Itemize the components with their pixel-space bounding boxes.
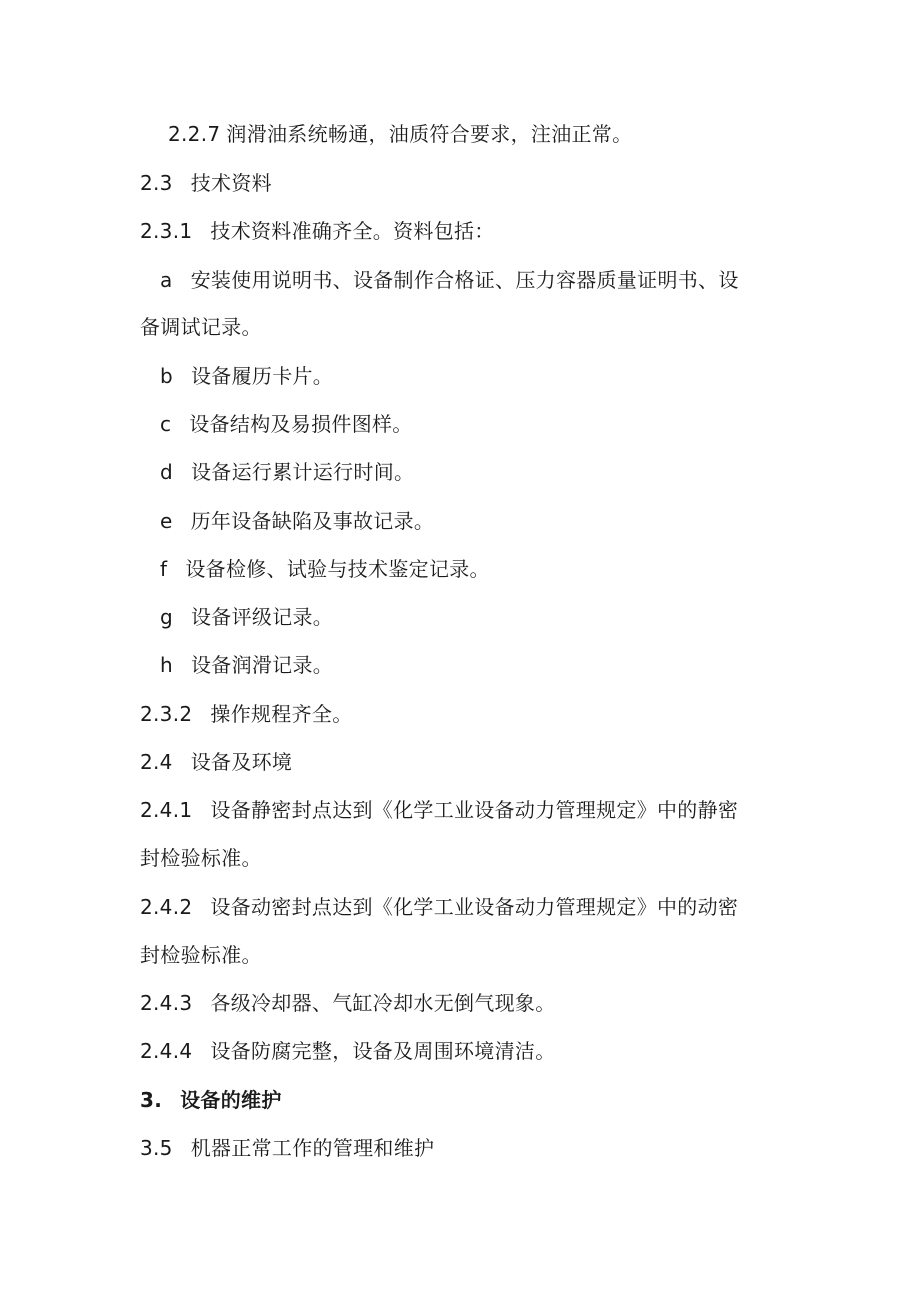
line-2-4-2 [140,893,738,921]
item-text: 备调试记录。 [140,315,262,339]
list-item-b [160,362,333,390]
clause-text: 封检验标准。 [140,943,262,967]
clause-text: 设备防腐完整，设备及周围环境清洁。 [210,1039,556,1063]
clause-text: 封检验标准。 [140,846,262,870]
item-letter: f [160,557,168,581]
line-2-4-4 [140,1037,556,1065]
clause-text: 各级冷却器、气缸冷却水无倒气现象。 [210,991,556,1015]
item-letter: a [160,268,173,292]
clause-text: 润滑油系统畅通，油质符合要求，注油正常。 [226,122,633,146]
line-2-4-1 [140,796,738,824]
item-text: 设备运行累计运行时间。 [191,460,415,484]
section-number: 3. [140,1088,163,1112]
list-item-d [160,458,414,486]
line-2-4-1-continued [140,844,262,872]
line-2-3-2 [140,700,353,728]
clause-number: 3.5 [140,1136,173,1160]
section-title: 设备的维护 [180,1088,282,1112]
item-letter: c [160,412,172,436]
list-item-f [160,555,490,583]
clause-number: 2.4 [140,750,173,774]
list-item-h [160,651,333,679]
item-text: 设备结构及易损件图样。 [189,412,413,436]
clause-number: 2.4.2 [140,895,193,919]
heading-3-5 [140,1134,434,1162]
item-text: 历年设备缺陷及事故记录。 [190,509,435,533]
heading-3 [140,1086,282,1114]
item-letter: d [160,460,173,484]
item-letter: b [160,364,173,388]
heading-2-3 [140,169,272,197]
item-text: 设备检修、试验与技术鉴定记录。 [185,557,490,581]
clause-number: 2.4.4 [140,1039,193,1063]
clause-text: 机器正常工作的管理和维护 [190,1136,435,1160]
clause-text: 设备静密封点达到《化学工业设备动力管理规定》中的静密 [210,798,739,822]
list-item-c [160,410,413,438]
list-item-e [160,507,434,535]
line-2-3-1 [140,217,495,245]
clause-number: 2.4.1 [140,798,193,822]
clause-text: 设备动密封点达到《化学工业设备动力管理规定》中的动密 [210,895,739,919]
clause-number: 2.3.1 [140,219,193,243]
clause-text: 设备及环境 [190,750,293,774]
item-letter: h [160,653,173,677]
line-2-2-7 [168,120,632,148]
clause-text: 操作规程齐全。 [210,702,353,726]
line-2-4-2-continued [140,941,262,969]
clause-text: 技术资料 [190,171,272,195]
item-text: 设备润滑记录。 [190,653,334,677]
item-text: 设备评级记录。 [191,605,334,629]
item-text: 安装使用说明书、设备制作合格证、压力容器质量证明书、设 [190,268,739,292]
item-letter: g [160,605,173,629]
clause-text: 技术资料准确齐全。资料包括： [210,219,495,243]
list-item-a-continued [140,313,262,341]
list-item-a [160,266,739,294]
clause-number: 2.4.3 [140,991,193,1015]
heading-2-4 [140,748,292,776]
list-item-g [160,603,333,631]
item-text: 设备履历卡片。 [191,364,334,388]
line-2-4-3 [140,989,556,1017]
clause-number: 2.2.7 [168,122,221,146]
clause-number: 2.3.2 [140,702,193,726]
clause-number: 2.3 [140,171,173,195]
item-letter: e [160,509,173,533]
